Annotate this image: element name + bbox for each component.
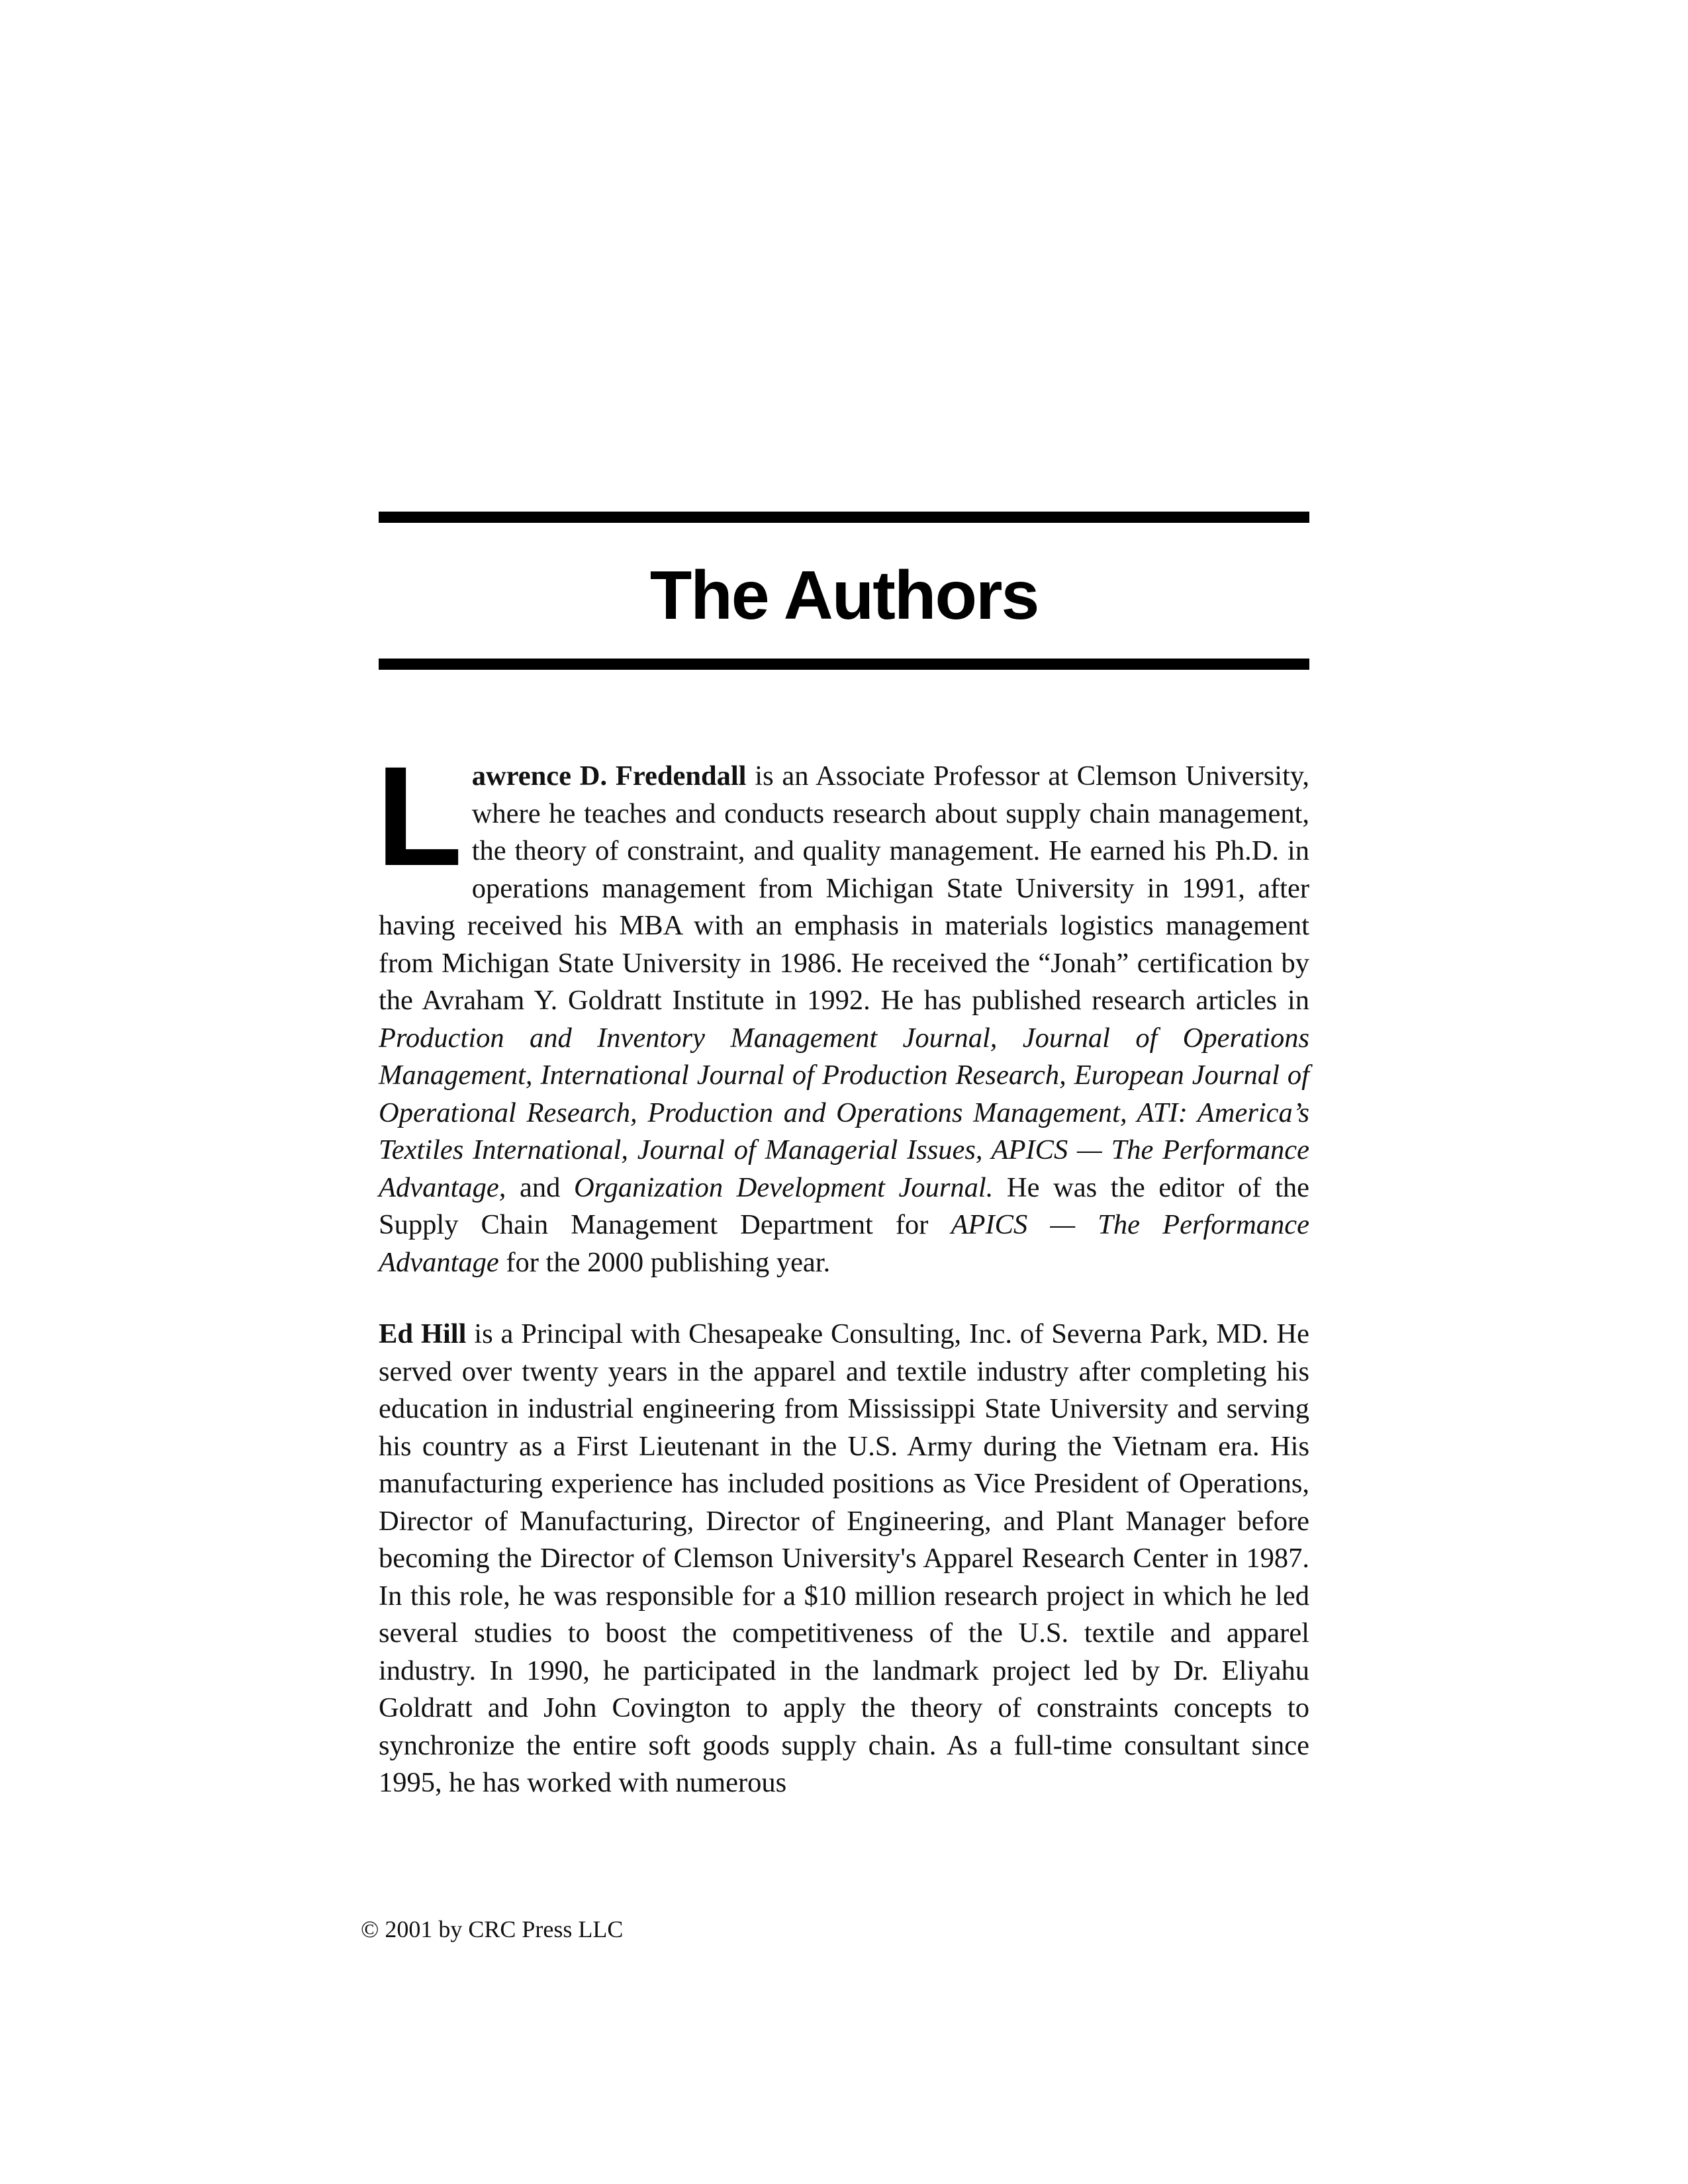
bio-hill bbox=[379, 1316, 1309, 1802]
bio-fredendall bbox=[376, 737, 1309, 1281]
copyright-footer: © 2001 by CRC Press LLC bbox=[361, 1916, 624, 1942]
chapter-title: The Authors bbox=[649, 557, 1039, 634]
journal-title: APICS — The Performance Advantage bbox=[379, 1209, 1309, 1278]
journal-title: Organization Development Journal. bbox=[573, 1171, 994, 1203]
bio-text-segment: for the 2000 publishing year. bbox=[498, 1246, 831, 1278]
title-top-rule bbox=[379, 512, 1309, 523]
bio-name-fredendall: awrence D. Fredendall bbox=[471, 760, 747, 792]
bio-text-segment: and bbox=[506, 1171, 574, 1203]
journal-list: Production and Inventory Management Journal, Journal of Operations Management, International Journal of Production Research, European Journal of Operational Research, Production and Operations Management, ATI: America’s Textiles International, Journal of Managerial Issues, APICS — The Performance Advantage, bbox=[379, 1022, 1309, 1203]
title-bottom-rule bbox=[379, 659, 1309, 670]
bio-name-hill: Ed Hill bbox=[379, 1318, 467, 1349]
drop-cap: L bbox=[376, 737, 463, 895]
bio-text-segment: He was the editor of the Supply Chain Management Department for bbox=[379, 1171, 1309, 1240]
bio-text-segment: is an Associate Professor at Clemson University, where he teaches and conducts research about supply chain management, the theory of constraint, and quality management. He earned his Ph.D. in operations management from Michigan State University in 1991, after having received his MBA with an emphasis in materials logistics management from Michigan State University in 1986. He received the “Jonah” certification by the Avraham Y. Goldratt Institute in 1992. He has published research articles in bbox=[379, 760, 1309, 1016]
bio-text-segment: is a Principal with Chesapeake Consulting, Inc. of Severna Park, MD. He served over twenty years in the apparel and textile industry after completing his education in industrial engineering from Mississippi State University and serving his country as a First Lieutenant in the U.S. Army during the Vietnam era. His manufacturing experience has included positions as Vice President of Operations, Director of Manufacturing, Director of Engineering, and Plant Manager before becoming the Director of Clemson University's Apparel Research Center in 1987. In this role, he was responsible for a $10 million research project in which he led several studies to boost the competitiveness of the U.S. textile and apparel industry. In 1990, he participated in the landmark project led by Dr. Eliyahu Goldratt and John Covington to apply the theory of constraints concepts to synchronize the entire soft goods supply chain. As a full-time consultant since 1995, he has worked with numerous bbox=[379, 1318, 1309, 1798]
